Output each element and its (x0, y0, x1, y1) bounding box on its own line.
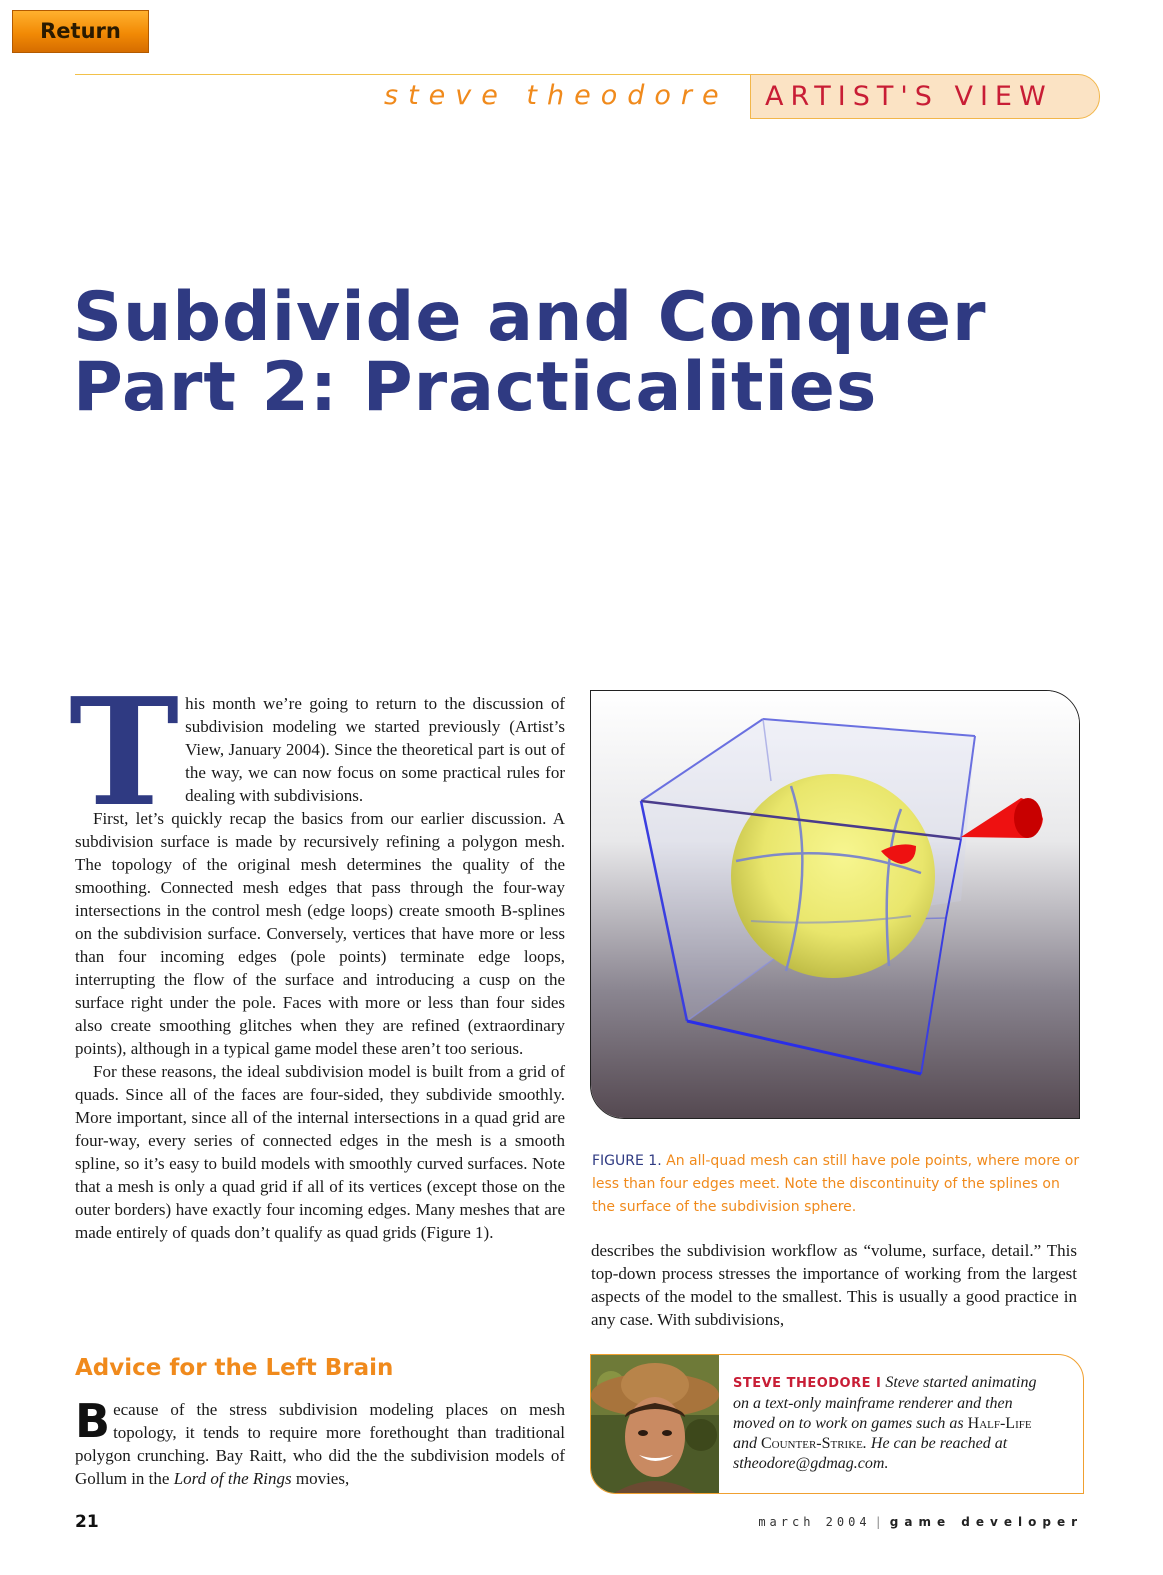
footer-magazine: game developer (889, 1515, 1083, 1529)
paragraph-4 (75, 1394, 565, 1490)
bio-game-1: Half-Life (967, 1415, 1032, 1432)
figure-label: FIGURE 1. (592, 1153, 662, 1169)
bio-text-2: . He can be reached at stheodore@gdmag.com. (733, 1435, 1008, 1472)
page-number: 21 (75, 1512, 99, 1532)
header-rule (75, 74, 751, 75)
subdivision-sphere (731, 774, 935, 978)
author-bio-box (590, 1354, 1084, 1494)
article-title (73, 278, 1073, 427)
author-byline: steve theodore (384, 80, 729, 111)
paragraph-3: For these reasons, the ideal subdivision model is built from a grid of quads. Since all of the faces are four-sided, they subdivide smoothly. More important, since all of the internal intersections in a quad grid are four-way, every series of connected edges in the mesh is a smooth spline, so it’s easy to build models with smoothly curved surfaces. Note that a mesh is only a quad grid if all of its vertices (except those on the outer borders) have exactly four incoming edges. Many meshes that are made entirely of quads don’t qualify as quad grids (Figure 1). (75, 1062, 565, 1242)
paragraph-2: First, let’s quickly recap the basics from our earlier discussion. A subdivision surface is made by recursively refining a polygon mesh. The topology of the original mesh determines the quality of the smoothing. Connected mesh edges that pass through the four-way intersections in the control mesh (edge loops) create smooth B-splines on the subdivision surface. Conversely, vertices that have more or less than four incoming edges (pole points) terminate edge loops, interrupting the flow of the surface and introducing a cusp on the surface right under the pole. Faces with more or less than four sides also create smoothing glitches when they are refined (extraordinary points), although in a typical game model these aren’t too serious. (75, 809, 565, 1058)
bio-text-1: Steve started animating on a text-only mainframe renderer and then moved on to work on games such as (733, 1374, 1037, 1432)
return-button[interactable]: Return (12, 10, 149, 53)
drop-cap: T (69, 665, 180, 839)
paragraph-1-text: his month we’re going to return to the discussion of subdivision modeling we started previously (Artist’s View, January 2004). Since the theoretical part is out of the way, we can now focus on some practical rules for dealing with subdivisions. (185, 694, 565, 805)
footer-date: march 2004 (758, 1515, 871, 1529)
bio-game-2: Counter-Strike (761, 1435, 863, 1452)
left-column-continued (75, 1394, 565, 1490)
drop-cap-b: B (75, 1394, 111, 1448)
figure-1-image (590, 690, 1080, 1119)
figure-caption (592, 1150, 1082, 1219)
title-line-1: Subdivide and Conquer (73, 278, 987, 357)
footer-separator: | (874, 1515, 886, 1529)
film-title: Lord of the Rings (173, 1469, 292, 1488)
bio-and: and (733, 1435, 757, 1452)
paragraph-4-text: ecause of the stress subdivision modeling places on mesh topology, it tends to require more forethought than traditional polygon crunching. Bay Raitt, who did the the subdivision models of Gollum in the (75, 1400, 565, 1488)
left-column (69, 665, 565, 1244)
paragraph-4-tail: movies, (291, 1469, 350, 1488)
section-tab: ARTIST'S VIEW (750, 74, 1100, 119)
right-column (591, 1239, 1077, 1331)
section-subhead: Advice for the Left Brain (75, 1355, 394, 1381)
paragraph-1 (69, 665, 565, 839)
author-bio-text (733, 1373, 1051, 1474)
page-footer (758, 1515, 1083, 1529)
title-line-2: Part 2: Practicalities (73, 348, 878, 427)
subdivision-sphere-render (591, 691, 1080, 1119)
bio-author-name: STEVE THEODORE I (733, 1376, 882, 1391)
figure-caption-text: An all-quad mesh can still have pole points, where more or less than four edges meet. Note the discontinuity of the splines on the surface of the subdivision sphere. (592, 1153, 1080, 1215)
author-photo (591, 1355, 719, 1494)
right-column-paragraph: describes the subdivision workflow as “volume, surface, detail.” This top-down process stresses the importance of working from the largest aspects of the model to the smallest. This is usually a good practice in any case. With subdivisions, (591, 1241, 1077, 1329)
